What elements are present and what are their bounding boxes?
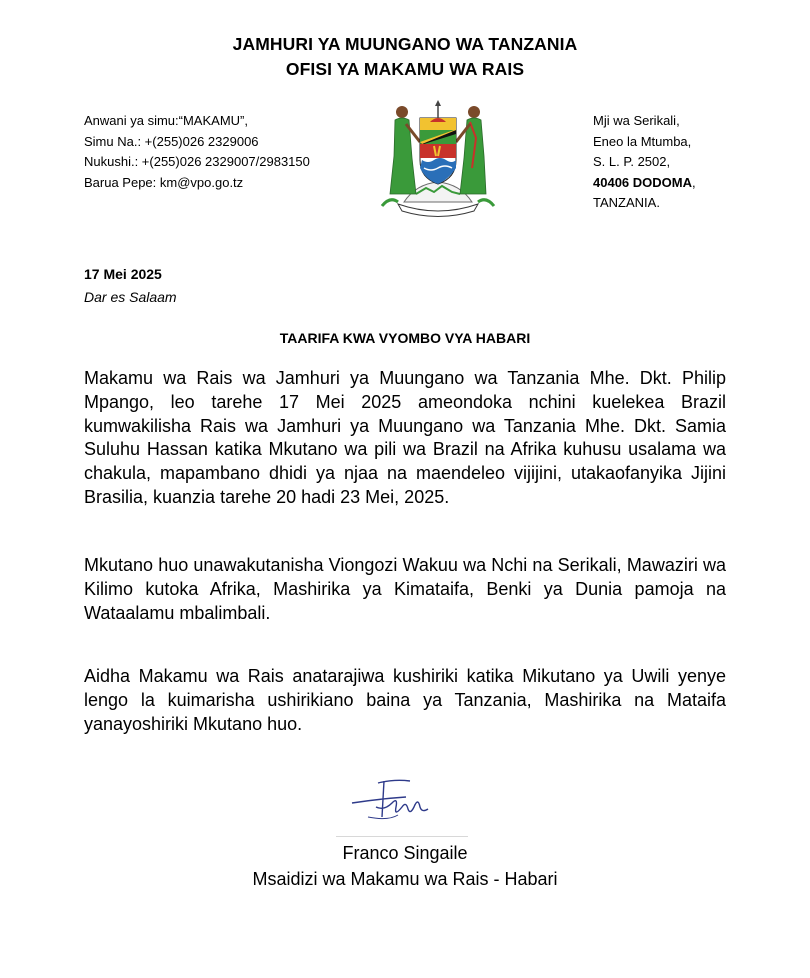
letter-subject: TAARIFA KWA VYOMBO VYA HABARI: [279, 330, 531, 346]
body-paragraph-3: Aidha Makamu wa Rais anatarajiwa kushiriki katika Mikutano ya Uwili yenye lengo la kuimarisha ushirikiano baina ya Tanzania, Mashirika na Mataifa yanayoshiriki Mkutano huo.: [84, 666, 726, 734]
signatory-title: Msaidizi wa Makamu wa Rais - Habari: [252, 869, 558, 889]
signatory-name: Franco Singaile: [342, 843, 468, 863]
letter-place: Dar es Salaam: [84, 289, 177, 305]
body-paragraph-2: Mkutano huo unawakutanisha Viongozi Wakuu wa Nchi na Serikali, Mawaziri wa Kilimo kutoka Afrika, Mashirika ya Kimataifa, Benki ya Dunia pamoja na Wataalamu mbalimbali.: [84, 555, 726, 623]
address-telegram: Anwani ya simu:“MAKAMU”,: [84, 113, 248, 128]
header-title-line2: OFISI YA MAKAMU WA RAIS: [285, 59, 525, 79]
address-fax: Nukushi.: +(255)026 2329007/2983150: [84, 154, 310, 169]
signature-line: [336, 836, 468, 837]
address-right-line3: S. L. P. 2502,: [593, 154, 671, 169]
address-right-line2: Eneo la Mtumba,: [593, 133, 692, 149]
postal-code-city: 40406 DODOMA: [593, 174, 692, 190]
address-phone: Simu Na.: +(255)026 2329006: [84, 133, 259, 149]
coat-of-arms-icon: [376, 98, 500, 218]
address-right-line1: Mji wa Serikali,: [593, 113, 680, 128]
body-paragraph-1: Makamu wa Rais wa Jamhuri ya Muungano wa Tanzania Mhe. Dkt. Philip Mpango, leo tarehe 17 Mei 2025 ameondoka nchini kuelekea Brazil kumwakilisha Rais wa Jamhuri ya Muungano wa Tanzania Mhe. Dkt. Samia Suluhu Hassan katika Mkutano wa pili wa Brazil na Afrika kuhusu usalama wa chakula, mapambano dhidi ya njaa na maendeleo vijijini, utakaofanyika Jijini Brasilia, kuanzia tarehe 20 hadi 23 Mei, 2025.: [84, 368, 726, 507]
address-right: [593, 111, 696, 214]
signature-icon: [348, 777, 438, 827]
postal-code-comma: ,: [691, 174, 696, 190]
address-right-line5: TANZANIA.: [593, 195, 660, 210]
address-left: [84, 111, 310, 193]
address-right-line4: [593, 173, 696, 194]
address-email: Barua Pepe: km@vpo.go.tz: [84, 174, 244, 190]
letter-date: 17 Mei 2025: [84, 266, 162, 282]
header-title-line1: JAMHURI YA MUUNGANO WA TANZANIA: [232, 34, 578, 54]
